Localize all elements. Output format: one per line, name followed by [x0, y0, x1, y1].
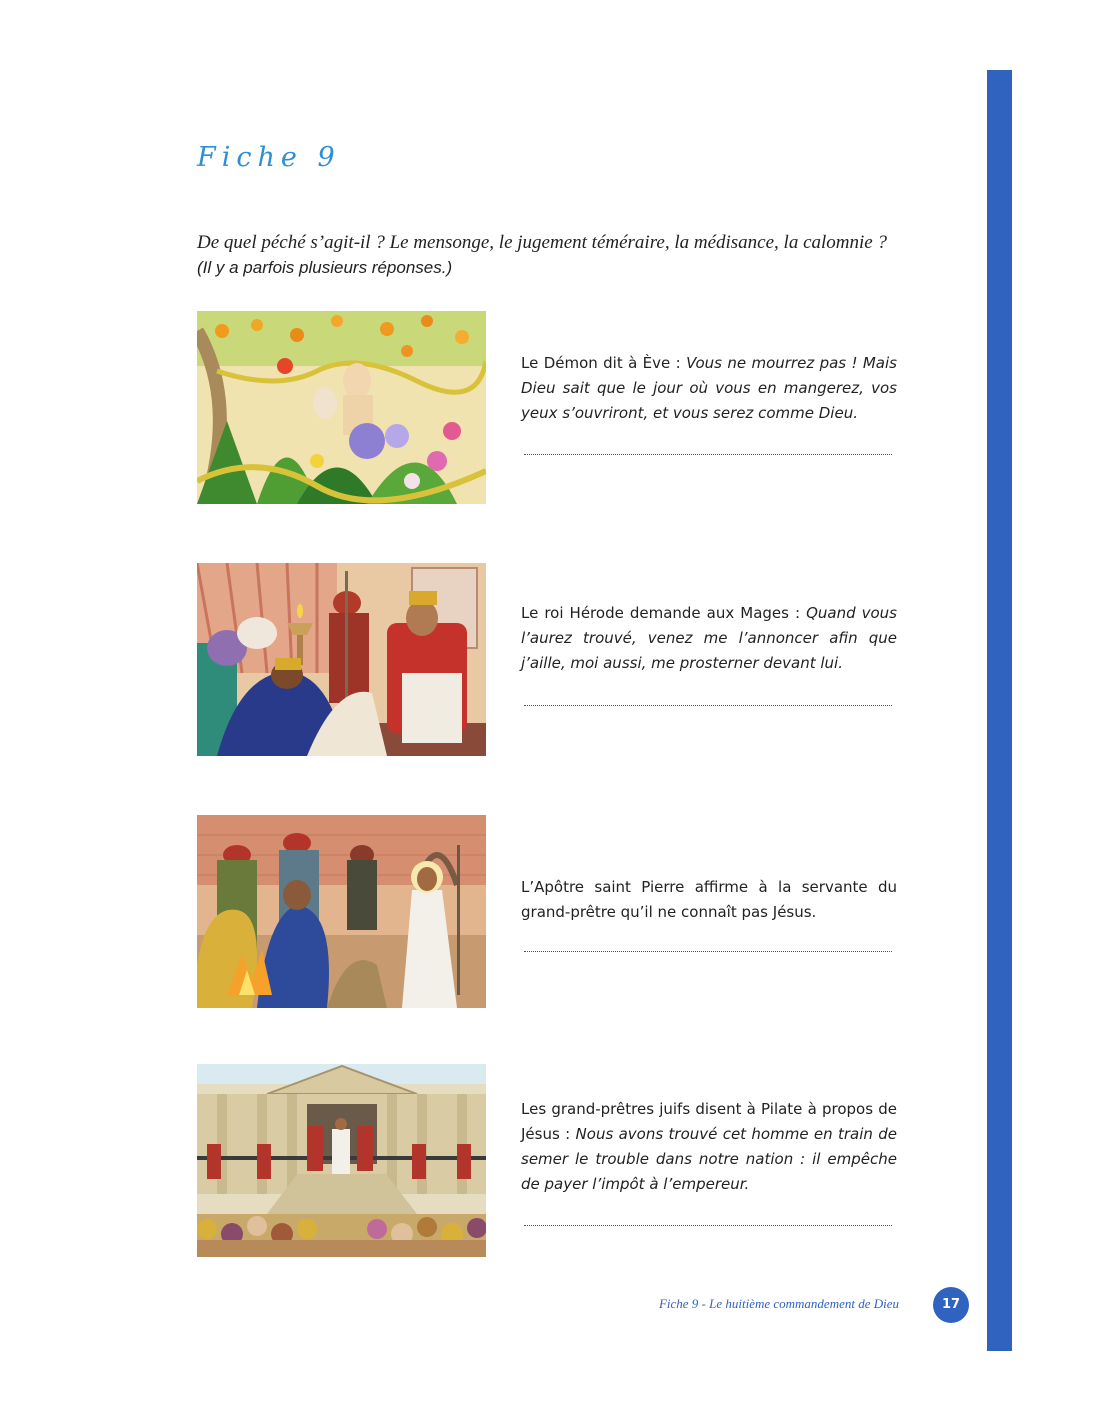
exercise-2-answer-line[interactable] [524, 705, 892, 706]
exercise-4-statement [521, 1097, 897, 1197]
illustration-adam-eve [197, 311, 486, 504]
intro-question-text: De quel péché s’agit-il ? Le mensonge, le jugement téméraire, la médisance, la calomnie ? [197, 232, 887, 253]
side-bar [987, 70, 1012, 1351]
exercise-4-answer-line[interactable] [524, 1225, 892, 1226]
intro-question [197, 230, 897, 280]
exercise-1-statement [521, 351, 897, 426]
exercise-3-answer-line[interactable] [524, 951, 892, 952]
exercise-2-statement [521, 601, 897, 676]
illustration-herod-magi [197, 563, 486, 756]
exercise-2-text: Le roi Hérode demande aux Mages : [521, 604, 807, 622]
exercise-4-text: Les grand-prêtres juifs disent à Pilate à propos de Jésus : [521, 1100, 897, 1143]
footer-text: Fiche 9 - Le huitième commandement de Dieu [658, 1296, 899, 1311]
exercise-2-quote: Quand vous l’aurez trouvé, venez me l’annoncer afin que j’aille, moi aussi, me prosterner devant lui. [521, 604, 897, 672]
exercise-4-quote: Nous avons trouvé cet homme en train de semer le trouble dans notre nation : il empêche de payer l’impôt à l’empereur. [521, 1125, 897, 1193]
page-title: Fiche 9 [197, 142, 341, 173]
exercise-2 [197, 563, 899, 758]
exercise-3-text: L’Apôtre saint Pierre affirme à la servante du grand-prêtre qu’il ne connaît pas Jésus. [521, 878, 897, 921]
exercise-3 [197, 815, 899, 1010]
exercise-1 [197, 311, 899, 506]
page-number-badge: 17 [933, 1287, 969, 1323]
exercise-1-answer-line[interactable] [524, 454, 892, 455]
exercise-1-text: Le Démon dit à Ève : [521, 354, 687, 372]
illustration-peter-denial [197, 815, 486, 1008]
exercise-4 [197, 1064, 899, 1259]
intro-hint: (Il y a parfois plusieurs réponses.) [197, 258, 453, 277]
exercise-3-statement [521, 875, 897, 925]
exercise-1-quote: Vous ne mourrez pas ! Mais Dieu sait que le jour où vous en mangerez, vos yeux s’ouvriront, et vous serez comme Dieu. [521, 354, 897, 422]
illustration-jesus-pilate [197, 1064, 486, 1257]
